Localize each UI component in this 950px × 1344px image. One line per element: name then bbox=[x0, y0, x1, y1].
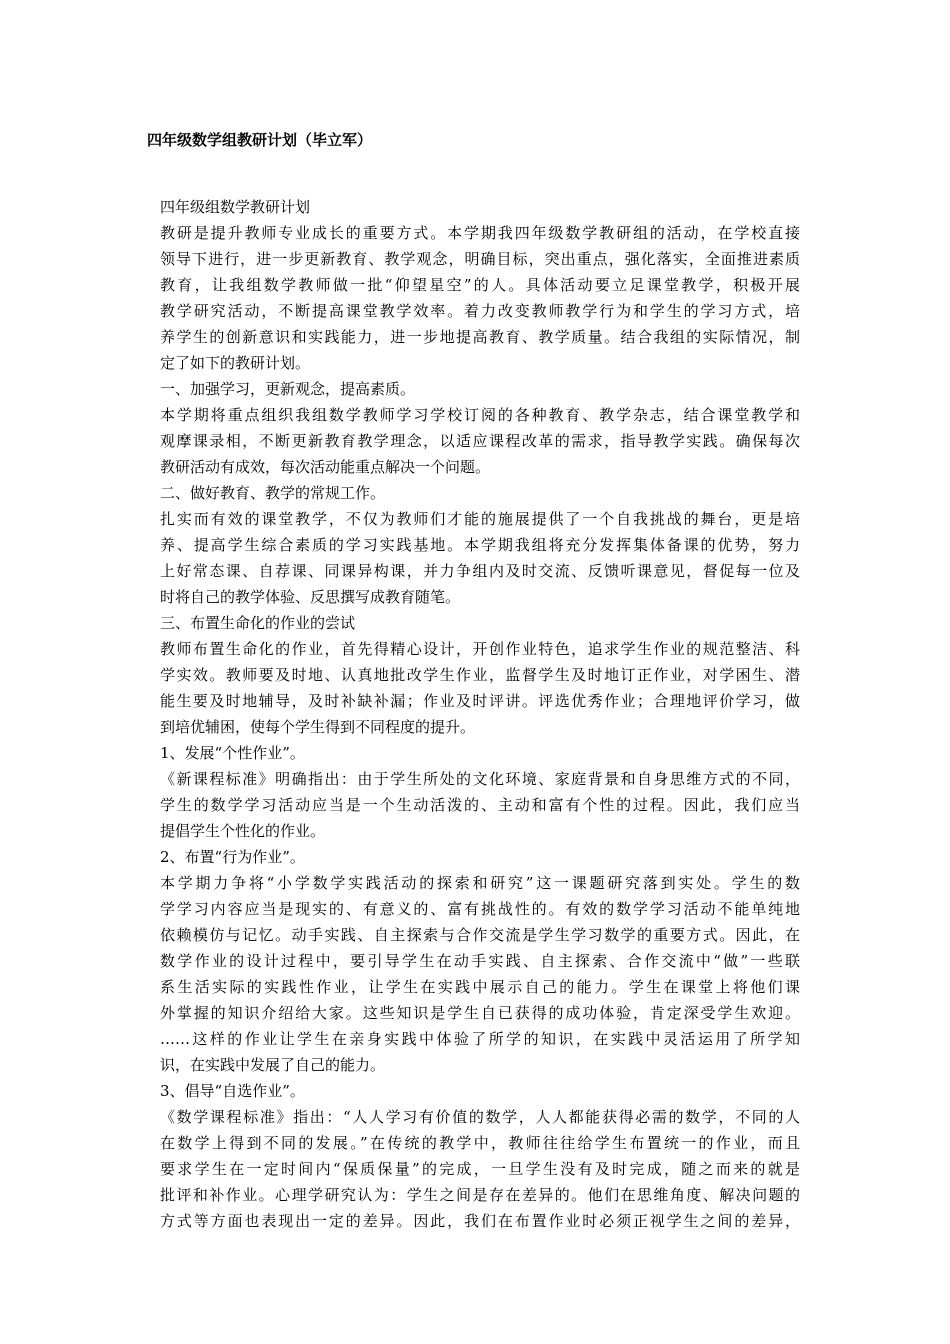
body-line: 方式等方面也表现出一定的差异。因此，我们在布置作业时必须正视学生之间的差异， bbox=[160, 1212, 800, 1230]
body-line: 上好常态课、自荐课、同课异构课，并力争组内及时交流、反馈听课意见，督促每一位及 bbox=[160, 562, 800, 580]
body-line: 在数学上得到不同的发展。”在传统的教学中，教师往往给学生布置统一的作业，而且 bbox=[160, 1134, 800, 1152]
document-body bbox=[160, 194, 800, 1234]
body-line: 学生的数学学习活动应当是一个生动活泼的、主动和富有个性的过程。因此，我们应当 bbox=[160, 796, 800, 814]
body-line: 《数学课程标准》指出：“人人学习有价值的数学，人人都能获得必需的数学，不同的人 bbox=[160, 1108, 800, 1126]
body-line: 数学作业的设计过程中，要引导学生在动手实践、自主探索、合作交流中“做”一些联 bbox=[160, 952, 800, 970]
body-line: 3、倡导“自选作业”。 bbox=[160, 1082, 305, 1100]
body-line: 教研活动有成效，每次活动能重点解决一个问题。 bbox=[160, 458, 491, 476]
body-line: 扎实而有效的课堂教学，不仅为教师们才能的施展提供了一个自我挑战的舞台，更是培 bbox=[160, 510, 800, 528]
body-line: 外掌握的知识介绍给大家。这些知识是学生自已获得的成功体验，肯定深受学生欢迎。 bbox=[160, 1004, 800, 1022]
body-line: 教研是提升教师专业成长的重要方式。本学期我四年级数学教研组的活动，在学校直接 bbox=[160, 224, 800, 242]
body-line: 学实效。教师要及时地、认真地批改学生作业，监督学生及时地订正作业，对学困生、潜 bbox=[160, 666, 800, 684]
body-line: 定了如下的教研计划。 bbox=[160, 354, 311, 372]
body-line: 二、做好教育、教学的常规工作。 bbox=[160, 484, 386, 502]
body-line: 提倡学生个性化的作业。 bbox=[160, 822, 326, 840]
body-line: 批评和补作业。心理学研究认为：学生之间是存在差异的。他们在思维角度、解决问题的 bbox=[160, 1186, 800, 1204]
body-line: 养学生的创新意识和实践能力，进一步地提高教育、教学质量。结合我组的实际情况，制 bbox=[160, 328, 800, 346]
body-line: ……这样的作业让学生在亲身实践中体验了所学的知识，在实践中灵活运用了所学知 bbox=[160, 1030, 800, 1048]
body-line: 本学期将重点组织我组数学教师学习学校订阅的各种教育、教学杂志，结合课堂教学和 bbox=[160, 406, 800, 424]
body-line: 依赖模仿与记忆。动手实践、自主探索与合作交流是学生学习数学的重要方式。因此，在 bbox=[160, 926, 800, 944]
body-line: 1、发展“个性作业”。 bbox=[160, 744, 305, 762]
document-title: 四年级数学组教研计划（毕立军） bbox=[147, 131, 373, 149]
body-line: 教师布置生命化的作业，首先得精心设计，开创作业特色，追求学生作业的规范整洁、科 bbox=[160, 640, 800, 658]
body-line: 领导下进行，进一步更新教育、教学观念，明确目标，突出重点，强化落实，全面推进素质 bbox=[160, 250, 800, 268]
body-line: 2、布置“行为作业”。 bbox=[160, 848, 305, 866]
body-line: 到培优辅困，使每个学生得到不同程度的提升。 bbox=[160, 718, 476, 736]
body-line: 学学习内容应当是现实的、有意义的、富有挑战性的。有效的数学学习活动不能单纯地 bbox=[160, 900, 800, 918]
body-line: 时将自己的教学体验、反思撰写成教育随笔。 bbox=[160, 588, 461, 606]
body-line: 观摩课录相，不断更新教育教学理念，以适应课程改革的需求，指导教学实践。确保每次 bbox=[160, 432, 800, 450]
body-line: 养、提高学生综合素质的学习实践基地。本学期我组将充分发挥集体备课的优势，努力 bbox=[160, 536, 800, 554]
body-line: 系生活实际的实践性作业，让学生在实践中展示自己的能力。学生在课堂上将他们课 bbox=[160, 978, 800, 996]
body-line: 教学研究活动，不断提高课堂教学效率。着力改变教师教学行为和学生的学习方式，培 bbox=[160, 302, 800, 320]
body-line: 《新课程标准》明确指出：由于学生所处的文化环境、家庭背景和自身思维方式的不同， bbox=[160, 770, 800, 788]
body-line: 一、加强学习，更新观念，提高素质。 bbox=[160, 380, 416, 398]
body-line: 本学期力争将“小学数学实践活动的探索和研究”这一课题研究落到实处。学生的数 bbox=[160, 874, 800, 892]
body-line: 要求学生在一定时间内“保质保量”的完成，一旦学生没有及时完成，随之而来的就是 bbox=[160, 1160, 800, 1178]
body-line: 三、布置生命化的作业的尝试 bbox=[160, 614, 356, 632]
body-line: 能生要及时地辅导，及时补缺补漏；作业及时评讲。评选优秀作业；合理地评价学习，做 bbox=[160, 692, 800, 710]
body-line: 教育，让我组数学教师做一批“仰望星空”的人。具体活动要立足课堂教学，积极开展 bbox=[160, 276, 800, 294]
body-line: 识，在实践中发展了自己的能力。 bbox=[160, 1056, 386, 1074]
body-line: 四年级组数学教研计划 bbox=[160, 198, 311, 216]
